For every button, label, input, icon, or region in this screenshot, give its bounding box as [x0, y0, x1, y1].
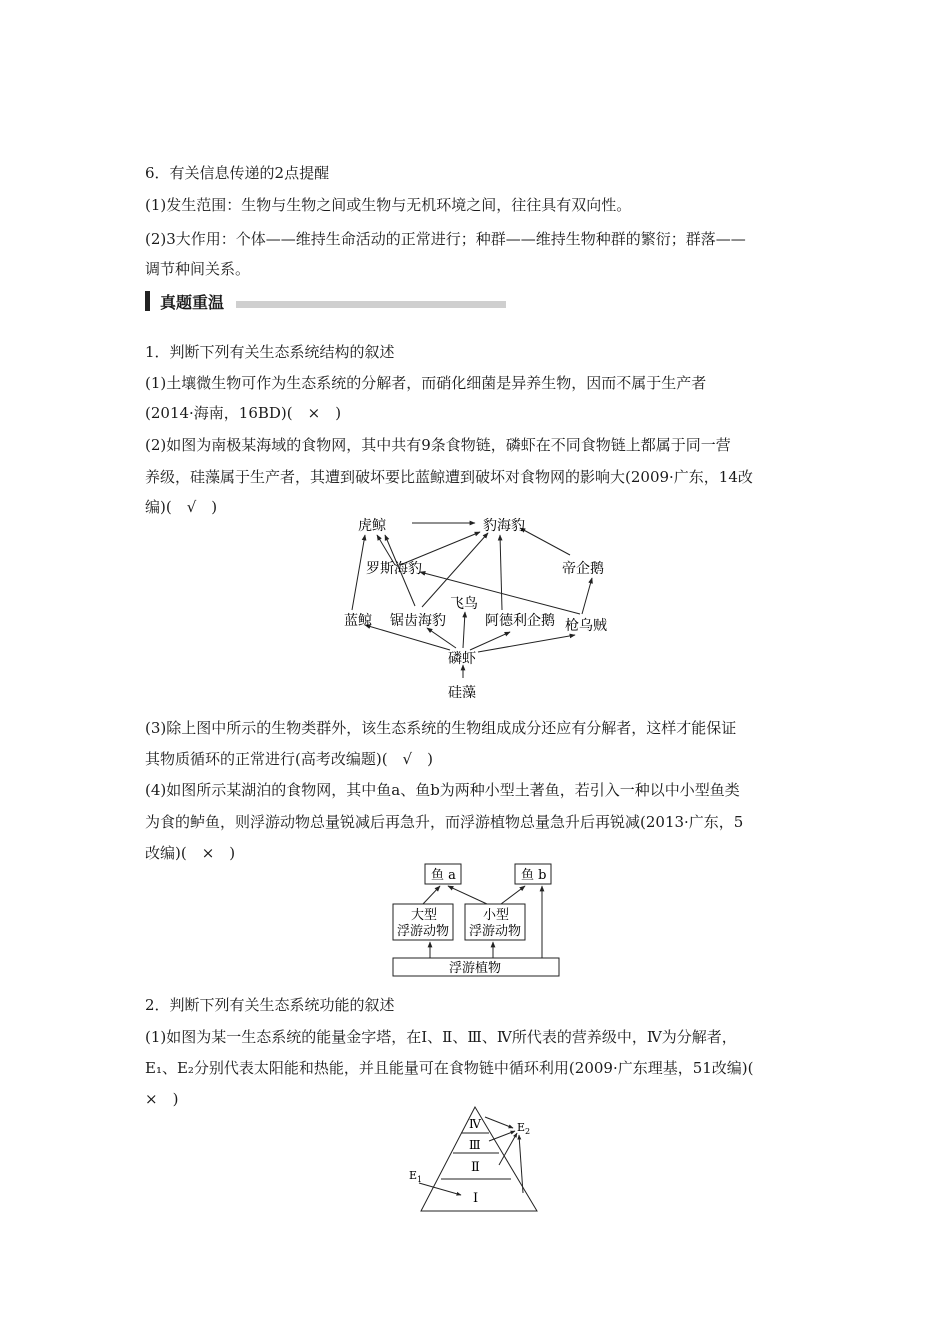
section-heading: [145, 290, 506, 312]
q1-s4-line1: (4)如图所示某湖泊的食物网，其中鱼a、鱼b为两种小型土著鱼，若引入一种以中小型鱼类: [145, 781, 740, 799]
energy-pyramid-diagram: [405, 1103, 545, 1215]
pyramid-level-4: Ⅳ: [469, 1117, 481, 1131]
section6-item2-line1: (2)3大作用：个体——维持生命活动的正常进行；种群——维持生物种群的繁衍；群落——: [145, 230, 746, 248]
q1-s3-line1: (3)除上图中所示的生物类群外，该生态系统的生物组成成分还应有分解者，这样才能保证: [145, 719, 737, 737]
node-phytoplankton: 浮游植物: [449, 961, 502, 976]
node-ross-seal: 罗斯海豹: [366, 561, 422, 577]
label-e2: E: [517, 1121, 526, 1134]
node-squid: 枪乌贼: [565, 618, 607, 634]
q1-s2-line3: 编)( √ ): [145, 498, 218, 516]
q1-s3-line2: 其物质循环的正常进行(高考改编题)( √ ): [145, 750, 433, 768]
q1-s1-line1: (1)土壤微生物可作为生态系统的分解者，而硝化细菌是异养生物，因而不属于生产者: [145, 374, 707, 392]
q1-s2-line2: 养级，硅藻属于生产者，其遭到破坏要比蓝鲸遭到破坏对食物网的影响大(2009·广东，14改: [145, 468, 753, 486]
q1-s4-line2: 为食的鲈鱼，则浮游动物总量锐减后再急升，而浮游植物总量急升后再锐减(2013·广东，5: [145, 813, 744, 831]
section6-item2-line2: 调节种间关系。: [145, 260, 251, 278]
antarctic-food-web-diagram: [330, 510, 630, 705]
node-small-zooplankton-line1: 小型: [483, 908, 510, 923]
node-killer-whale: 虎鲸: [358, 518, 386, 534]
node-emperor-penguin: 帝企鹅: [562, 561, 604, 577]
section6-title: 6．有关信息传递的2点提醒: [145, 164, 330, 182]
node-large-zooplankton-line2: 浮游动物: [397, 924, 450, 939]
node-leopard-seal: 豹海豹: [483, 518, 525, 534]
label-e2-subscript: 2: [525, 1127, 531, 1136]
node-large-zooplankton-line1: 大型: [411, 908, 438, 923]
pyramid-level-3: Ⅲ: [469, 1138, 481, 1152]
q2-s1-line2: E₁、E₂分别代表太阳能和热能，并且能量可在食物链中循环利用(2009·广东理基，51改编)(: [145, 1059, 754, 1077]
node-bird: 飞鸟: [450, 596, 478, 612]
node-fish-b: 鱼 b: [521, 868, 547, 883]
q2-title: 2．判断下列有关生态系统功能的叙述: [145, 996, 395, 1014]
heading-rule: [236, 301, 506, 308]
pyramid-level-2: Ⅱ: [471, 1160, 480, 1175]
node-adelie-penguin: 阿德利企鹅: [485, 613, 555, 629]
node-diatom: 硅藻: [448, 685, 476, 701]
q1-s4-line3: 改编)( × ): [145, 844, 236, 862]
q2-s1-line3: × ): [145, 1090, 179, 1108]
node-fish-a: 鱼 a: [431, 868, 456, 883]
lake-food-web-diagram: [385, 858, 565, 980]
label-e1-subscript: 1: [417, 1175, 423, 1184]
heading-mark: [145, 291, 150, 311]
node-small-zooplankton-line2: 浮游动物: [469, 924, 522, 939]
q1-s1-line2: (2014·海南，16BD)( × ): [145, 404, 342, 422]
node-blue-whale: 蓝鲸: [344, 613, 372, 629]
q1-title: 1．判断下列有关生态系统结构的叙述: [145, 343, 395, 361]
node-krill: 磷虾: [448, 651, 476, 667]
heading-title: 真题重温: [160, 292, 225, 312]
q1-s2-line1: (2)如图为南极某海域的食物网，其中共有9条食物链，磷虾在不同食物链上都属于同一营: [145, 436, 731, 454]
pyramid-level-1: Ⅰ: [473, 1191, 479, 1206]
section6-item1: (1)发生范围：生物与生物之间或生物与无机环境之间，往往具有双向性。: [145, 196, 632, 214]
label-e1: E: [409, 1169, 418, 1182]
q2-s1-line1: (1)如图为某一生态系统的能量金字塔，在Ⅰ、Ⅱ、Ⅲ、Ⅳ所代表的营养级中，Ⅳ为分解者，: [145, 1028, 737, 1046]
node-crabeater-seal: 锯齿海豹: [390, 613, 446, 629]
